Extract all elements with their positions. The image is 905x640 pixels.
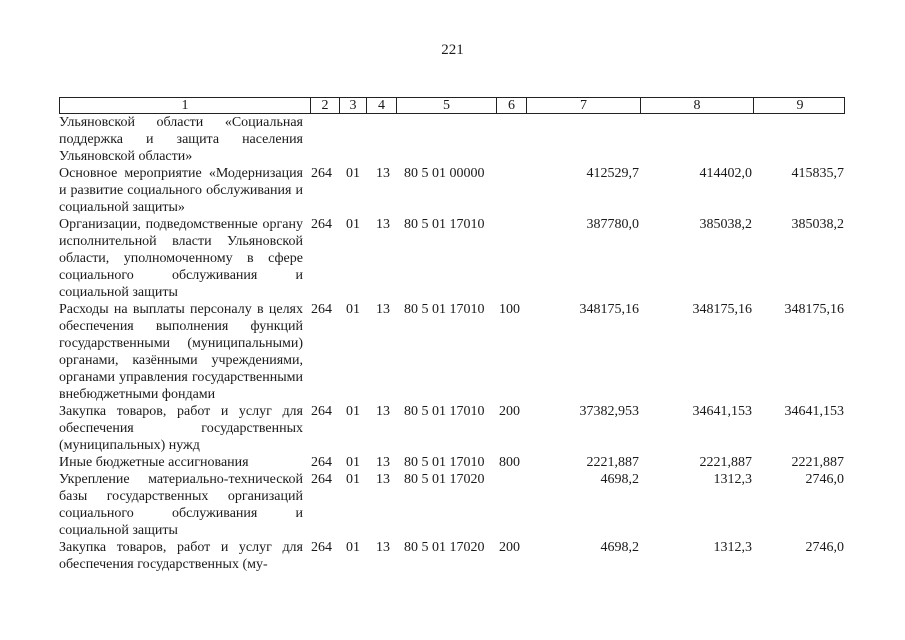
row-c2: 264 (311, 472, 332, 487)
header-col-5: 5 (397, 98, 497, 113)
row-c2: 264 (311, 302, 332, 317)
row-c4: 13 (376, 302, 390, 317)
row-name: Иные бюджетные ассигнования (59, 455, 249, 470)
row-c2: 264 (311, 217, 332, 232)
row-c8: 1312,3 (713, 540, 752, 555)
row-c9: 348175,16 (784, 302, 844, 317)
table-row (59, 216, 845, 301)
row-c9: 415835,7 (791, 166, 844, 181)
header-col-7: 7 (527, 98, 641, 113)
row-c7: 387780,0 (586, 217, 639, 232)
row-c4: 13 (376, 166, 390, 181)
row-c5: 80 5 01 17020 (404, 472, 485, 487)
header-col-4: 4 (367, 98, 397, 113)
row-c5: 80 5 01 17010 (404, 217, 485, 232)
row-c9: 34641,153 (784, 404, 844, 419)
row-c9: 385038,2 (791, 217, 844, 232)
header-col-1: 1 (60, 98, 311, 113)
header-col-3: 3 (340, 98, 367, 113)
row-c5: 80 5 01 17010 (404, 455, 485, 470)
row-c2: 264 (311, 540, 332, 555)
row-c2: 264 (311, 404, 332, 419)
row-c3: 01 (346, 404, 360, 419)
table-row (59, 454, 845, 471)
table-row (59, 471, 845, 539)
row-c4: 13 (376, 455, 390, 470)
row-c9: 2746,0 (805, 540, 844, 555)
row-c3: 01 (346, 302, 360, 317)
row-name: Ульяновской области «Социальная поддержка и защита населения Ульяновской области» (59, 115, 303, 164)
header-col-8: 8 (641, 98, 754, 113)
row-c5: 80 5 01 00000 (404, 166, 485, 181)
row-c8: 348175,16 (692, 302, 752, 317)
table-body (59, 114, 845, 573)
row-c3: 01 (346, 472, 360, 487)
page-number: 221 (441, 42, 464, 58)
row-c6: 100 (499, 302, 520, 317)
row-c2: 264 (311, 166, 332, 181)
row-c7: 348175,16 (579, 302, 639, 317)
header-col-6: 6 (497, 98, 527, 113)
table-row (59, 403, 845, 454)
row-c9: 2221,887 (791, 455, 844, 470)
row-c4: 13 (376, 472, 390, 487)
row-c4: 13 (376, 404, 390, 419)
row-c3: 01 (346, 455, 360, 470)
row-c7: 37382,953 (579, 404, 639, 419)
header-col-9: 9 (796, 98, 804, 113)
header-col-2: 2 (311, 98, 340, 113)
row-c6: 200 (499, 540, 520, 555)
row-c9: 2746,0 (805, 472, 844, 487)
row-c7: 4698,2 (600, 540, 639, 555)
row-c3: 01 (346, 540, 360, 555)
table-header (59, 97, 845, 114)
row-c7: 412529,7 (586, 166, 639, 181)
row-name: Основное мероприятие «Модернизация и развитие социального обслуживания и социальной защиты» (59, 166, 303, 215)
row-c5: 80 5 01 17020 (404, 540, 485, 555)
row-c6: 800 (499, 455, 520, 470)
row-c3: 01 (346, 166, 360, 181)
row-c8: 1312,3 (713, 472, 752, 487)
table-row (59, 114, 845, 165)
row-c8: 2221,887 (699, 455, 752, 470)
row-name: Расходы на выплаты персоналу в целях обеспечения выполнения функций государственными (муниципальными) органами, казёнными учреждениями, органами управления государственными внебюджетными фондами (59, 302, 303, 402)
row-name: Закупка товаров, работ и услуг для обеспечения государственных (му- (59, 540, 303, 572)
row-c3: 01 (346, 217, 360, 232)
row-c5: 80 5 01 17010 (404, 302, 485, 317)
row-c4: 13 (376, 540, 390, 555)
row-c7: 2221,887 (586, 455, 639, 470)
table-row (59, 301, 845, 403)
row-c8: 414402,0 (699, 166, 752, 181)
row-name: Укрепление материально-технической базы государственных организаций социального обслуживания и социальной защиты (59, 472, 303, 538)
table-row (59, 165, 845, 216)
row-c4: 13 (376, 217, 390, 232)
row-name: Организации, подведомственные органу исполнительной власти Ульяновской области, уполномоченному в сфере социального обслуживания и социальной защиты (59, 217, 303, 300)
row-c2: 264 (311, 455, 332, 470)
row-c6: 200 (499, 404, 520, 419)
row-name: Закупка товаров, работ и услуг для обеспечения государственных (муниципальных) нужд (59, 404, 303, 453)
row-c8: 34641,153 (692, 404, 752, 419)
row-c7: 4698,2 (600, 472, 639, 487)
table-row (59, 539, 845, 573)
row-c8: 385038,2 (699, 217, 752, 232)
row-c5: 80 5 01 17010 (404, 404, 485, 419)
